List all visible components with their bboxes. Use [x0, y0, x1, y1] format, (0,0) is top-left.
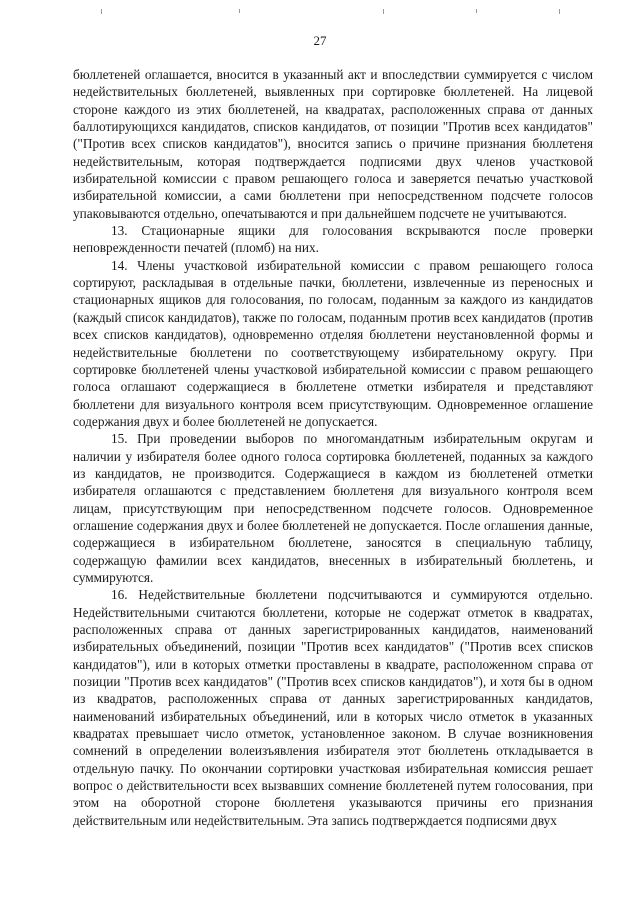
paragraph-item-15: 15. При проведении выборов по многомандатным избирательным округам и наличии у избирателя более одного голоса сортировка бюллетеней, поданных за каждого из кандидатов, не производится. Содержащиеся в каждом из бюллетеней отметки избирателя оглашаются с представлением бюллетеня для визуального контроля всем лицам, присутствующим при непосредственном подсчете голосов. Одновременное оглашение содержания двух и более бюллетеней не допускается. После оглашения данные, содержащиеся в избирательном бюллетене, заносятся в специальную таблицу, содержащую фамилии всех кандидатов, внесенных в избирательный бюллетень, и суммируются. — [73, 431, 593, 585]
scan-mark — [239, 9, 240, 13]
scan-mark — [476, 9, 477, 13]
document-body — [73, 66, 593, 829]
paragraph-continuation: бюллетеней оглашается, вносится в указанный акт и впоследствии суммируется с числом недействительных бюллетеней, выявленных при сортировке бюллетеней. На лицевой стороне каждого из этих бюллетеней, на квадратах, расположенных справа от данных баллотирующихся кандидатов, списков кандидатов, от позиции "Против всех кандидатов" ("Против всех списков кандидатов"), вносится запись о причине признания бюллетеня недействительным, которая подтверждается подписями двух членов участковой избирательной комиссии с правом решающего голоса и заверяется печатью участковой избирательной комиссии, а сами бюллетени при непосредственном подсчете голосов упаковываются отдельно, опечатываются и при дальнейшем подсчете не учитываются. — [73, 67, 593, 221]
paragraph-item-14: 14. Члены участковой избирательной комиссии с правом решающего голоса сортируют, раскладывая в отдельные пачки, бюллетени, извлеченные из переносных и стационарных ящиков для голосования, по голосам, поданным за каждого из кандидатов (каждый список кандидатов), также по голосам, поданным против всех кандидатов (против всех списков кандидатов), одновременно отделяя бюллетени неустановленной формы и недействительные бюллетени по соответствующему избирательному округу. При сортировке бюллетеней члены участковой избирательной комиссии с правом решающего голоса оглашают содержащиеся в бюллетене отметки избирателя и представляют бюллетени для визуального контроля всем присутствующим. Одновременное оглашение содержания двух и более бюллетеней не допускается. — [73, 257, 593, 429]
scan-mark — [383, 9, 384, 14]
paragraph-item-16: 16. Недействительные бюллетени подсчитываются и суммируются отдельно. Недействительными считаются бюллетени, которые не содержат отметок в квадратах, расположенных справа от данных зарегистрированных кандидатов, наименований избирательных объединений, позиции "Против всех кандидатов" ("Против всех списков кандидатов"), или в которых отметки проставлены в квадрате, расположенном справа от позиции "Против всех кандидатов" ("Против всех списков кандидатов"), и хотя бы в одном из квадратов, расположенных справа от данных зарегистрированных кандидатов, наименований избирательных объединений, или в которых число отметок в указанных квадратах превышает число отметок, установленное законом. В случае возникновения сомнений в определении волеизъявления избирателя этот бюллетень откладывается в отдельную пачку. По окончании сортировки участковая избирательная комиссия решает вопрос о действительности всех вызвавших сомнение бюллетеней путем голосования, при этом на оборотной стороне бюллетеня указываются причины его признания действительным или недействительным. Эта запись подтверждается подписями двух — [73, 587, 593, 828]
paragraph-item-13: 13. Стационарные ящики для голосования вскрываются после проверки неповрежденности печатей (пломб) на них. — [73, 223, 593, 256]
scan-mark — [101, 9, 102, 14]
scan-mark — [559, 9, 560, 14]
page-number: 27 — [313, 33, 327, 48]
